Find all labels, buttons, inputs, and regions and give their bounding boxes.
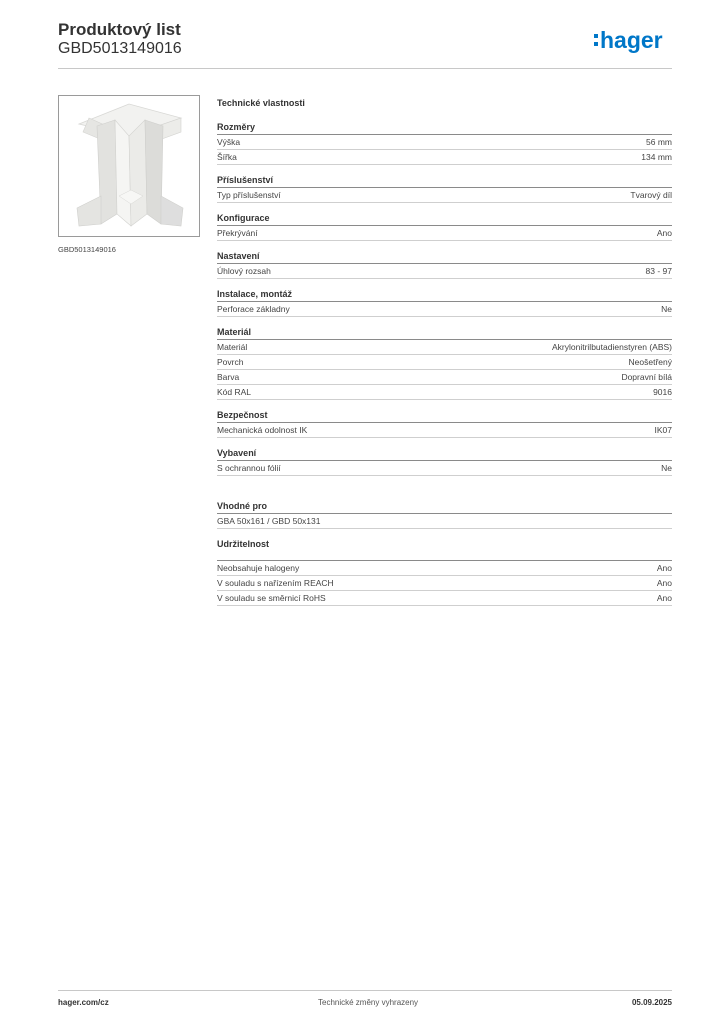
- hager-logo: [594, 26, 674, 56]
- spec-row: [217, 514, 672, 529]
- spec-value: Tvarový díl: [630, 190, 672, 200]
- spec-section-heading: Nastavení: [217, 250, 672, 264]
- spec-value: 9016: [653, 387, 672, 397]
- specifications-table: [217, 96, 672, 606]
- spec-value: Ne: [661, 304, 672, 314]
- spec-label: Výška: [217, 137, 241, 147]
- spec-value: Ano: [656, 563, 672, 573]
- spec-row: [217, 591, 672, 606]
- footer-notice: Technické změny vyhrazeny: [318, 998, 419, 1007]
- spec-section: [217, 250, 672, 279]
- spec-section-heading: Vhodné pro: [217, 500, 672, 514]
- image-caption: GBD5013149016: [58, 245, 116, 254]
- specs-title: Technické vlastnosti: [217, 98, 305, 108]
- spec-row: [217, 340, 672, 355]
- spec-row: [217, 302, 672, 317]
- product-image: [58, 95, 200, 237]
- spec-label: Materiál: [217, 342, 248, 352]
- spec-label: Překrývání: [217, 228, 258, 238]
- spec-row: [217, 423, 672, 438]
- spec-section: [217, 288, 672, 317]
- spec-label: Perforace základny: [217, 304, 290, 314]
- spec-value: Dopravní bílá: [621, 372, 672, 382]
- spec-row: [217, 188, 672, 203]
- product-code: GBD5013149016: [58, 40, 182, 57]
- spec-section: [217, 121, 672, 165]
- spec-label: Úhlový rozsah: [217, 266, 271, 276]
- spec-row: [217, 226, 672, 241]
- spec-value: Ano: [656, 593, 672, 603]
- spec-row: [217, 150, 672, 165]
- spec-section: [217, 409, 672, 438]
- spec-value: Ano: [656, 228, 672, 238]
- spec-value: Ne: [661, 463, 672, 473]
- spec-row: [217, 135, 672, 150]
- spec-section: [217, 447, 672, 476]
- spec-section-gap: [217, 552, 672, 561]
- spec-section-heading: Rozměry: [217, 121, 672, 135]
- page-title: Produktový list: [58, 20, 181, 39]
- spec-value: IK07: [654, 425, 672, 435]
- footer-date: 05.09.2025: [631, 998, 672, 1007]
- spec-value: 56 mm: [646, 137, 672, 147]
- footer-divider: [58, 990, 672, 991]
- spec-row: [217, 355, 672, 370]
- footer-website[interactable]: hager.com/cz: [58, 998, 109, 1007]
- logo-text: hager: [600, 27, 663, 53]
- spec-section-heading: Příslušenství: [217, 174, 672, 188]
- spec-section-heading: Konfigurace: [217, 212, 672, 226]
- spec-label: GBA 50x161 / GBD 50x131: [217, 516, 321, 526]
- spec-value: 134 mm: [641, 152, 672, 162]
- spec-section-heading: Udržitelnost: [217, 539, 270, 549]
- spec-section: [217, 174, 672, 203]
- header-divider: [58, 68, 672, 69]
- spec-label: Barva: [217, 372, 240, 382]
- spec-section-heading: Bezpečnost: [217, 409, 672, 423]
- spec-row: [217, 264, 672, 279]
- spec-value: Akrylonitrilbutadienstyren (ABS): [552, 342, 672, 352]
- spec-row: [217, 576, 672, 591]
- spec-section-heading: Materiál: [217, 326, 672, 340]
- spec-section-heading: Vybavení: [217, 447, 672, 461]
- spec-section: [217, 326, 672, 400]
- spec-label: Povrch: [217, 357, 244, 367]
- spec-label: V souladu s nařízením REACH: [217, 578, 334, 588]
- spec-row: [217, 461, 672, 476]
- spec-label: S ochrannou fólií: [217, 463, 281, 473]
- spec-label: V souladu se směrnicí RoHS: [217, 593, 326, 603]
- spec-section: [217, 538, 672, 606]
- spec-label: Kód RAL: [217, 387, 252, 397]
- spec-label: Typ příslušenství: [217, 190, 281, 200]
- spec-row: [217, 561, 672, 576]
- spec-value: Neošetřený: [628, 357, 672, 367]
- spec-section: [217, 212, 672, 241]
- spec-section-heading: Instalace, montáž: [217, 288, 672, 302]
- spec-row: [217, 370, 672, 385]
- spec-label: Neobsahuje halogeny: [217, 563, 300, 573]
- spec-label: Šířka: [217, 152, 237, 162]
- spec-value: 83 - 97: [645, 266, 672, 276]
- spec-label: Mechanická odolnost IK: [217, 425, 308, 435]
- spec-value: Ano: [656, 578, 672, 588]
- spec-row: [217, 385, 672, 400]
- spec-section: [217, 500, 672, 529]
